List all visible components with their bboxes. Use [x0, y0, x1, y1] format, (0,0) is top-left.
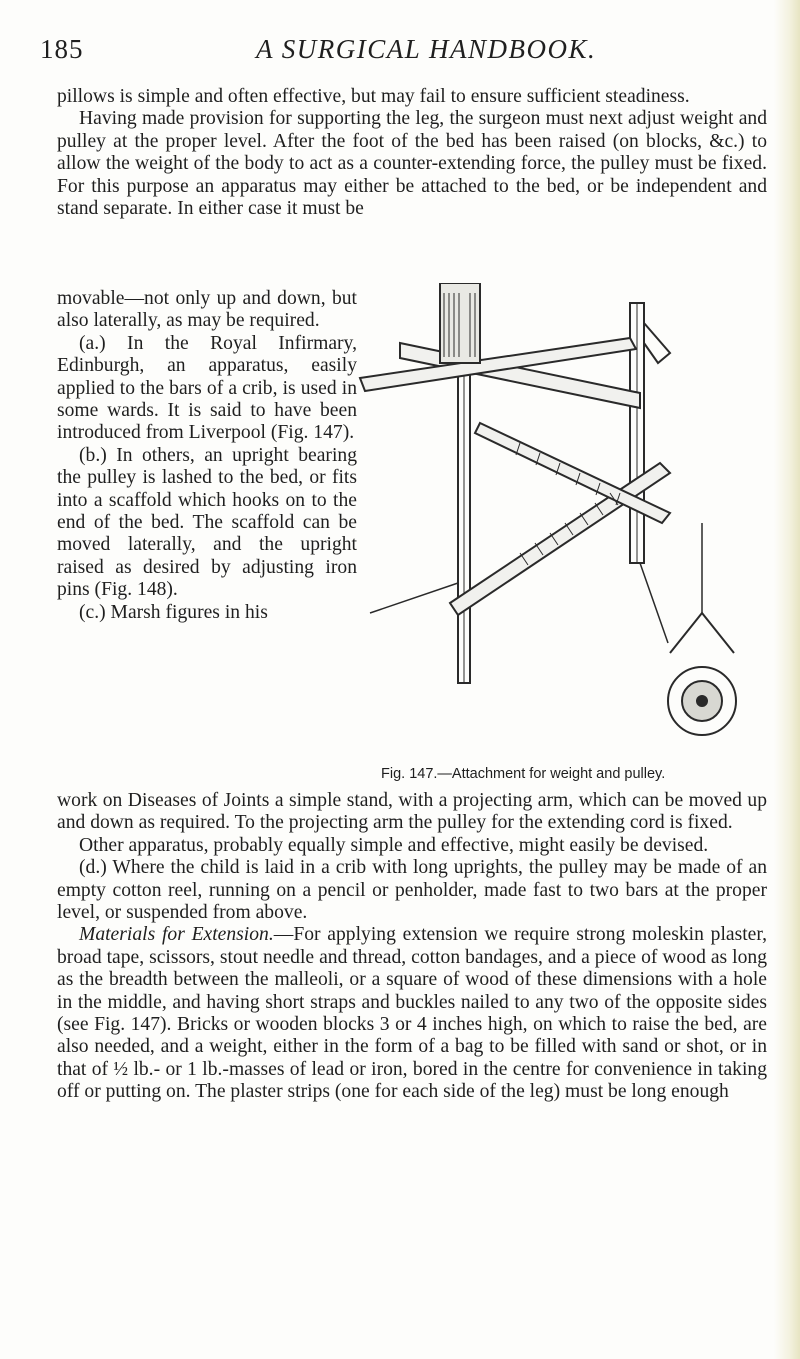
paragraph-marsh-continued: work on Diseases of Joints a simple stand, with a projecting arm, which can be moved up and down as required. To the projecting arm the pulley for the extending cord is fixed. — [57, 790, 767, 834]
paragraph-materials — [57, 924, 767, 1103]
page-edge-shadow — [774, 0, 800, 1359]
pulley-attachment-illustration — [340, 283, 765, 763]
materials-body: —For applying extension we require strong moleskin plaster, broad tape, scissors, stout needle and thread, cotton bandages, and a piece of wood as long as the breadth between the malleoli, or a square of wood of these dimensions with a hole in the middle, and having short straps and buckles nailed to any two of the opposite sides (see Fig. 147). Bricks or wooden blocks 3 or 4 inches high, on which to raise the bed, are also needed, and a weight, either in the form of a bag to be filled with sand or shot, or in that of ½ lb.- or 1 lb.-masses of lead or iron, bored in the centre for convenience in taking off or putting on. The plaster strips (one for each side of the leg) must be long enough — [57, 924, 767, 1103]
paragraph-pillows: pillows is simple and often effective, but may fail to ensure sufficient steadiness. — [57, 86, 690, 107]
materials-heading: Materials for Extension. — [79, 924, 274, 946]
paragraph-royal-infirmary: (a.) In the Royal Infirmary, Edinburgh, an apparatus, easily applied to the bars of a crib, is used in some wards. It is said to have been introduced from Liverpool (Fig. 147). — [57, 332, 357, 444]
running-title: A SURGICAL HANDBOOK. — [256, 34, 597, 64]
paragraph-other-apparatus: Other apparatus, probably equally simple and effective, might easily be devised. — [79, 834, 709, 856]
page-header — [40, 34, 760, 74]
pulley-block — [670, 613, 734, 653]
figure-caption: Fig. 147.—Attachment for weight and pulley. — [381, 766, 666, 782]
paragraph-child-crib: (d.) Where the child is laid in a crib with long uprights, the pulley may be made of an empty cotton reel, running on a pencil or penholder, made fast to two bars at the proper level, or suspended from above. — [57, 857, 767, 924]
top-right-bracket — [644, 323, 670, 363]
bottom-text-block — [57, 790, 767, 1104]
paragraph-weight-pulley: Having made provision for supporting the leg, the surgeon must next adjust weight and pulley at the proper level. After the foot of the bed has been raised (on blocks, &c.) to allow the weight of the body to act as a counter-extending force, the pulley must be fixed. For this purpose an apparatus may either be attached to the bed, or be independent and stand separate. In either case it must be — [57, 108, 767, 220]
paragraph-movable: movable—not only up and down, but also laterally, as may be required. — [57, 288, 357, 332]
top-text-block — [57, 86, 767, 220]
diagonal-brace — [475, 423, 670, 523]
clamp-block — [440, 283, 480, 363]
page-number: 185 — [40, 34, 84, 64]
paragraph-marsh: (c.) Marsh figures in his — [79, 601, 268, 623]
column-text-block — [57, 288, 357, 624]
paragraph-upright-scaffold: (b.) In others, an upright bearing the pulley is lashed to the bed, or fits into a scaffold which hooks on to the end of the bed. The scaffold can be moved laterally, and the upright raised as desired by adjusting iron pins (Fig. 148). — [57, 444, 357, 601]
